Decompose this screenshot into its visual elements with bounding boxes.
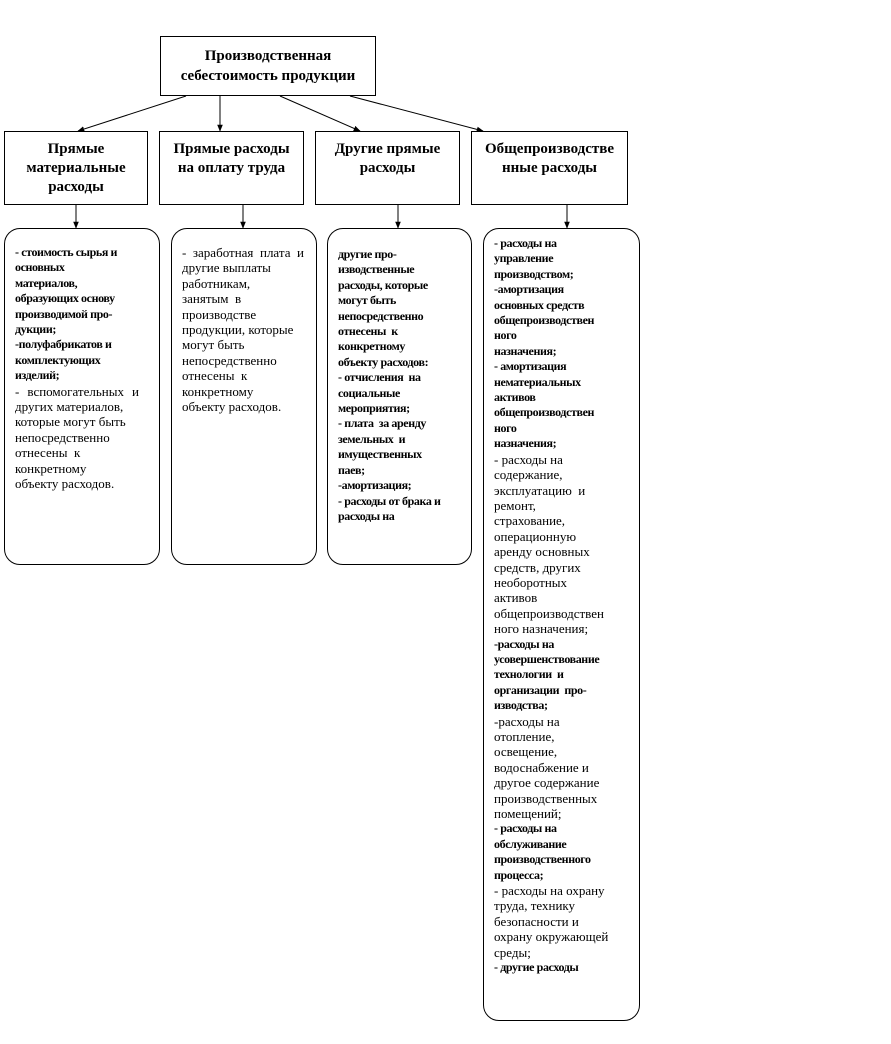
detail-line: необоротных (494, 574, 568, 590)
detail-line: объекту расходов. (15, 476, 115, 492)
detail-line: образующих основу (15, 291, 115, 306)
detail-line: -полуфабрикатов и (15, 337, 112, 352)
detail-line: отнесены к (338, 324, 398, 339)
detail-line: производственных (494, 790, 598, 806)
category-label-line: материальные (26, 160, 126, 176)
detail-line: продукции, которые (182, 322, 294, 338)
detail-line: помещений; (494, 806, 562, 822)
detail-line: которые могут быть (15, 414, 126, 430)
detail-line: обслуживание (494, 836, 567, 851)
detail-line: другие про- (338, 247, 397, 261)
detail-line: материалов, (15, 275, 78, 290)
detail-line: другие выплаты (182, 260, 271, 276)
detail-line: содержание, (494, 467, 563, 483)
detail-line: ремонт, (494, 497, 536, 513)
detail-line: изделий; (15, 368, 60, 383)
detail-line: безопасности и (494, 913, 579, 929)
category-label-line: расходы (48, 179, 104, 195)
detail-line: расходы на (338, 508, 395, 523)
category-label-line: Другие прямые (334, 141, 441, 157)
arrow-root-to-other (280, 96, 360, 131)
detail-line: производственного (494, 852, 591, 867)
detail-line: отнесены к (182, 368, 248, 384)
detail-line: основных (15, 260, 65, 275)
details-overhead (483, 228, 640, 1021)
detail-line: отнесены к (15, 445, 81, 461)
detail-line: дукции; (15, 322, 56, 337)
category-label-line: Общепроизводстве (484, 141, 615, 157)
detail-line: социальные (338, 385, 400, 400)
detail-line: объекту расходов: (338, 354, 429, 369)
detail-line: операционную (494, 528, 577, 544)
detail-line: - расходы на (494, 236, 557, 250)
category-label-line: на оплату труда (177, 160, 286, 176)
detail-line: страхование, (494, 513, 566, 529)
detail-line: аренду основных (494, 544, 590, 560)
detail-line: непосредственно (15, 429, 110, 445)
detail-line: ного назначения; (494, 621, 589, 637)
root-line-2: себестоимость продукции (180, 68, 356, 84)
detail-line: - расходы от брака и (338, 493, 441, 508)
detail-line: технологии и (494, 667, 564, 682)
detail-line: освещение, (494, 744, 558, 760)
detail-line: средств, других (494, 559, 581, 575)
detail-line: основных средств (494, 297, 585, 312)
detail-line: труда, технику (494, 898, 576, 914)
detail-line: земельных и (338, 431, 406, 446)
arrow-root-to-overhead (350, 96, 483, 131)
arrow-root-to-materials (78, 96, 186, 131)
detail-line: общепроизводствен (494, 605, 604, 621)
detail-line: - плата за аренду (338, 416, 426, 431)
category-label-line: Прямые расходы (173, 141, 290, 157)
detail-line: комплектующих (15, 352, 101, 367)
detail-line: изводства; (494, 698, 548, 713)
detail-line: непосредственно (182, 352, 277, 368)
detail-line: среды; (494, 944, 531, 960)
detail-line: - расходы на (494, 821, 557, 836)
detail-line: могут быть (338, 293, 396, 308)
detail-line: ного (494, 328, 517, 343)
category-label-line: расходы (359, 160, 416, 176)
root-line-1: Производственная (204, 48, 332, 64)
detail-line: нематериальных (494, 374, 581, 389)
detail-line: расходы, которые (338, 277, 428, 292)
detail-line: - стоимость сырья и (15, 245, 118, 259)
detail-line: паев; (338, 462, 365, 477)
detail-line: общепроизводствен (494, 405, 595, 420)
category-overhead (471, 131, 628, 205)
detail-line: - заработная плата и (182, 245, 304, 260)
details-direct-labor (171, 228, 317, 565)
category-direct-materials (4, 131, 148, 205)
detail-line: процесса; (494, 867, 544, 882)
detail-line: эксплуатацию и (494, 482, 586, 498)
detail-line: конкретному (182, 383, 254, 399)
detail-line: производстве (182, 306, 257, 322)
detail-line: охрану окружающей (494, 929, 609, 945)
detail-line: усовершенствование (494, 651, 600, 666)
detail-line: производимой про- (15, 306, 113, 321)
detail-line: отопление, (494, 729, 555, 744)
detail-line: организации про- (494, 682, 587, 697)
detail-line: мероприятия; (338, 401, 410, 416)
detail-line: конкретному (338, 339, 405, 354)
detail-line: водоснабжение и (494, 759, 589, 775)
details-other-direct (327, 228, 472, 565)
detail-line: - амортизация (494, 359, 567, 374)
detail-line: - вспомогательных и (15, 383, 139, 399)
detail-line: имущественных (338, 447, 422, 462)
detail-line: непосредственно (338, 308, 424, 323)
detail-line: -амортизация (494, 282, 564, 297)
detail-line: -расходы на (494, 713, 560, 729)
detail-line: активов (494, 590, 538, 606)
detail-line: работникам, (182, 275, 251, 291)
category-label-line: нные расходы (501, 160, 597, 176)
detail-line: изводственные (338, 262, 415, 277)
detail-line: назначения; (494, 436, 557, 451)
detail-line: -расходы на (494, 636, 554, 651)
detail-line: ного (494, 420, 517, 435)
detail-line: назначения; (494, 343, 557, 358)
detail-line: общепроизводствен (494, 313, 595, 328)
detail-line: активов (494, 390, 536, 405)
detail-line: управление (494, 251, 554, 266)
detail-line: - расходы на (494, 451, 563, 467)
detail-line: занятым в (182, 291, 242, 307)
detail-line: - расходы на охрану (494, 883, 605, 899)
detail-line: -амортизация; (338, 478, 412, 493)
detail-line: - другие расходы (494, 960, 579, 975)
detail-line: других материалов, (15, 399, 124, 415)
detail-line: могут быть (182, 337, 245, 353)
detail-line: конкретному (15, 460, 87, 476)
root-node-production-cost (160, 36, 376, 96)
detail-line: - отчисления на (338, 370, 421, 385)
detail-line: другое содержание (494, 775, 600, 791)
detail-line: производством; (494, 266, 574, 281)
category-other-direct (315, 131, 460, 205)
details-direct-materials (4, 228, 160, 565)
category-direct-labor (159, 131, 304, 205)
detail-line: объекту расходов. (182, 399, 282, 415)
category-label-line: Прямые (47, 141, 105, 157)
